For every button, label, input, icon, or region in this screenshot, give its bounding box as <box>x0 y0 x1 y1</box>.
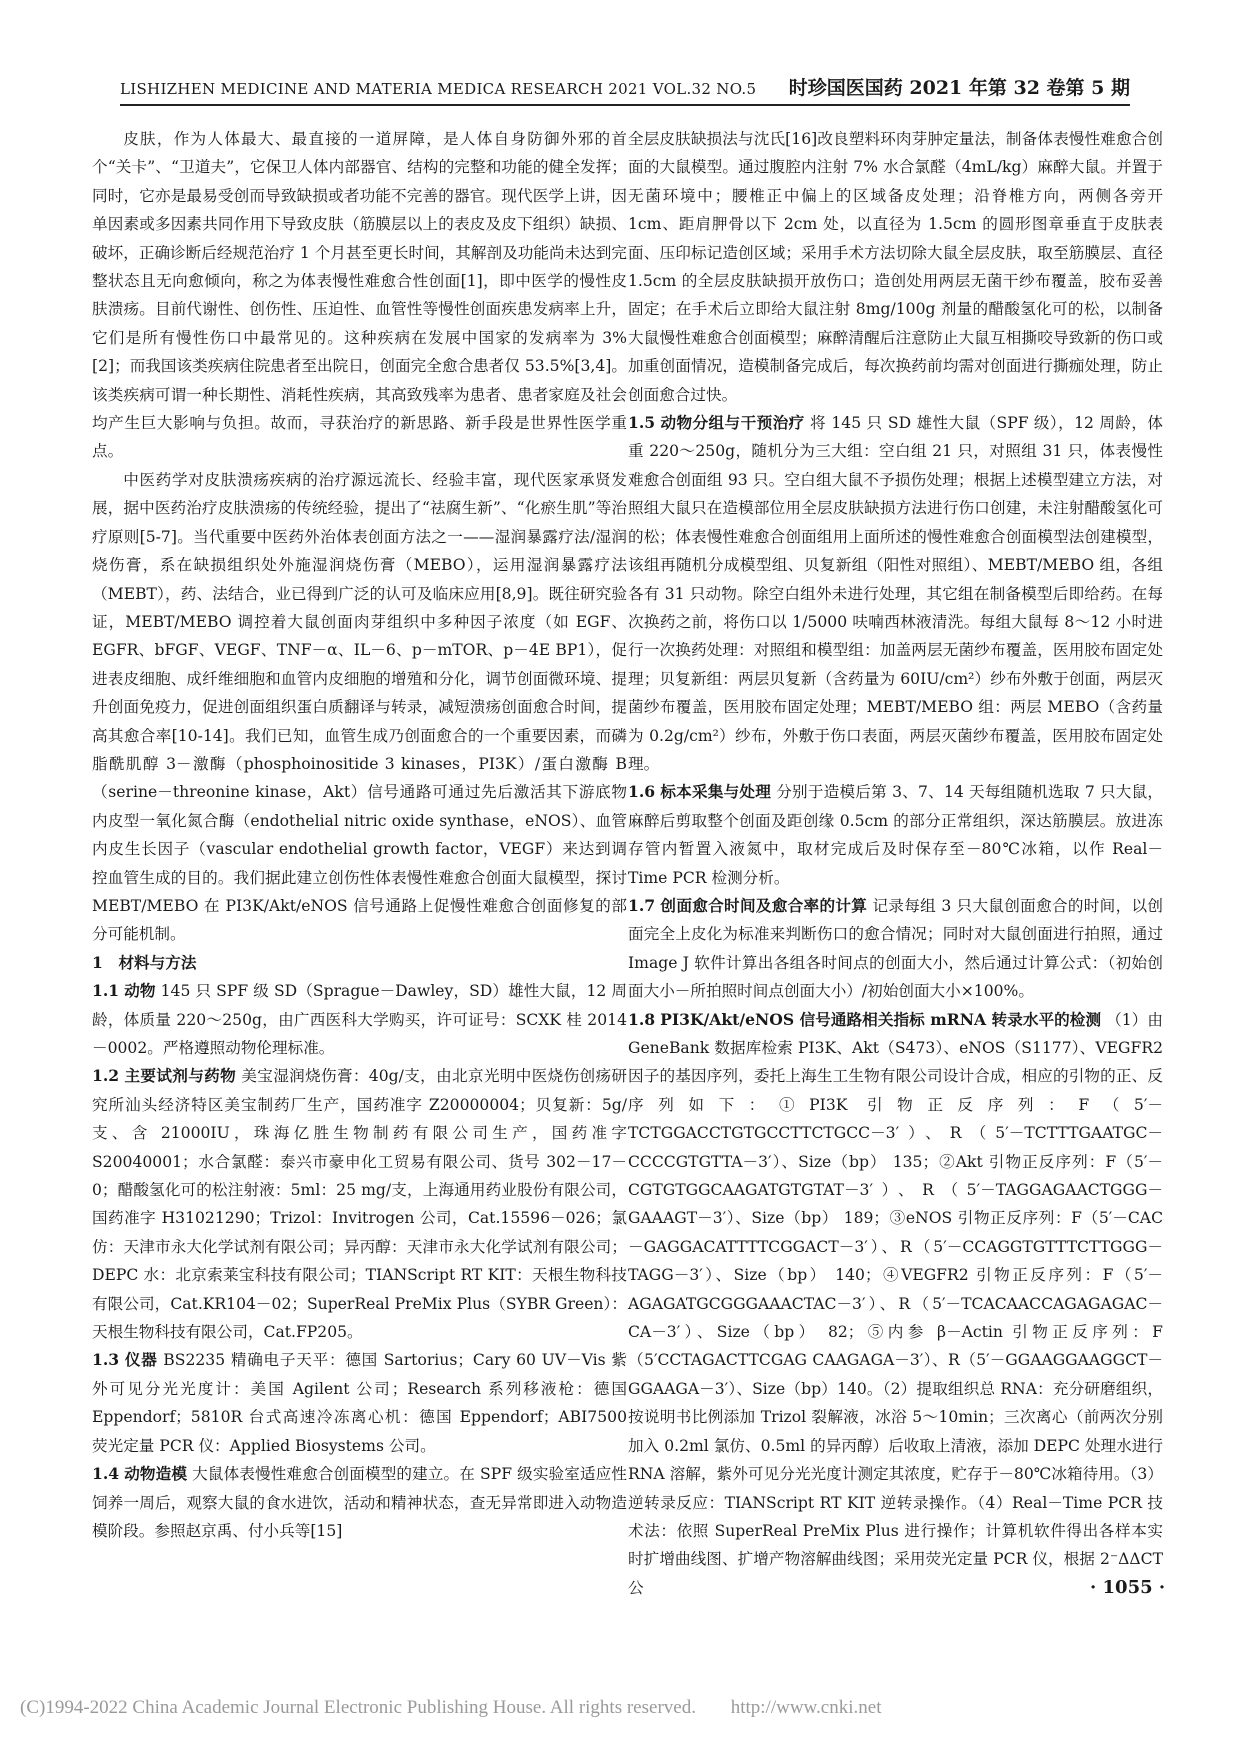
left-column <box>92 125 627 1575</box>
subsection-text: （1）由 GeneBank 数据库检索 PI3K、Akt（S473）、eNOS（S1177）、VEGFR2 因子的基因序列，委托上海生工生物有限公司设计合成，相应的引物的正、反序列如下：①PI3K 引物正反序列：F（5′－TCTGGACCTGTGCCTTCTGCC－3′）、R（5′－TCTTTGAATGC－CCCCGTGTTA－3′）、Size（bp） 135；②Akt 引物正反序列：F（5′－CGTGTGGCAAGATGTGTAT－3′）、R（5′－TAGGAGAACTGGG－GAAAGT－3′）、Size（bp） 189；③eNOS 引物正反序列：F（5′－CAC－GAGGACATTTTCGGACT－3′）、R（5′－CCAGGTGTTTCTTGGG－TAGG－3′）、Size（bp） 140；④VEGFR2 引物正反序列：F（5′－AGAGATGCGGGAAACTAC－3′）、R（5′－TCACAACCAGAGAGAC－CA－3′）、Size（bp） 82；⑤内参 β－Actin 引物正反序列：F（5′CCTAGACTTCGAG CAAGAGA－3′）、R（5′－GGAAGGAAGGCT－GGAAGA－3′）、Size（bp）140。（2）提取组织总 RNA：充分研磨组织，按说明书比例添加 Trizol 裂解液，冰浴 5～10min；三次离心（前两次分别加入 0.2ml 氯仿、0.5ml 的异丙醇）后收取上清液，添加 DEPC 处理水进行 RNA 溶解，紫外可见分光光度计测定其浓度，贮存于－80℃冰箱待用。（3）逆转录反应：TIANScript RT KIT 逆转录操作。（4）Real－Time PCR 技术法：依照 SuperReal PreMix Plus 进行操作；计算机软件得出各样本实时扩增曲线图、扩增产物溶解曲线图；采用荧光定量 PCR 仪，根据 2⁻ΔΔCT 公 <box>628 1010 1163 1597</box>
subsection-1-7 <box>628 892 1163 1006</box>
subsection-text: 大鼠体表慢性难愈合创面模型的建立。在 SPF 级实验室适应性饲养一周后，观察大鼠的食水进饮，活动和精神状态，查无异常即进入动物造模阶段。参照赵京禹、付小兵等[15] <box>92 1465 627 1540</box>
subsection-title: 创面愈合时间及愈合率的计算 <box>660 895 868 915</box>
copyright-footer <box>20 1697 881 1719</box>
subsection-title: PI3K/Akt/eNOS 信号通路相关指标 mRNA 转录水平的检测 <box>660 1009 1102 1029</box>
subsection-title: 动物 <box>124 981 156 1001</box>
subsection-1-3 <box>92 1346 627 1460</box>
subsection-text: 美宝湿润烧伤膏：40g/支，由北京光明中医烧伤创疡研究所汕头经济特区美宝制药厂生产，国药准字 Z20000004；贝复新：5g/支、含 21000IU，珠海亿胜生物制药有限公司生产，国药准字 S20040001；水合氯醛：泰兴市豪申化工贸易有限公司、货号 302－17－0；醋酸氢化可的松注射液：5ml：25 mg/支，上海通用药业股份有限公司，国药准字 H31021290；Trizol：Invitrogen 公司，Cat.15596－026；氯仿：天津市永大化学试剂有限公司；异丙醇：天津市永大化学试剂有限公司；DEPC 水：北京索莱宝科技有限公司；TIANScript RT KIT：天根生物科技有限公司，Cat.KR104－02；SuperReal PreMix Plus（SYBR Green）：天根生物科技有限公司，Cat.FP205。 <box>92 1067 627 1342</box>
intro-paragraph-2: 中医药学对皮肤溃疡疾病的治疗源远流长、经验丰富，现代医家承贤发展，据中医药治疗皮肤溃疡的传统经验，提出了“祛腐生新”、“化瘀生肌”等治疗原则[5-7]。当代重要中医药外治体表创面方法之一——湿润暴露疗法/湿润烧伤膏，系在缺损组织处外施湿润烧伤膏（MEBO），运用湿润暴露疗法（MEBT），药、法结合，业已得到广泛的认可及临床应用[8,9]。既往研究验证，MEBT/MEBO 调控着大鼠创面肉芽组织中多种因子浓度（如 EGF、EGFR、bFGF、VEGF、TNF－α、IL－6、p－mTOR、p－4E BP1），促进表皮细胞、成纤维细胞和血管内皮细胞的增殖和分化，调节创面微环境、提升创面免疫力，促进创面组织蛋白质翻译与转录，减短溃疡创面愈合时间，提高其愈合率[10-14]。我们已知，血管生成乃创面愈合的一个重要因素，而磷脂酰肌醇 3－激酶（phosphoinositide 3 kinases，PI3K）/蛋白激酶 B（serine－threonine kinase，Akt）信号通路可通过先后激活其下游底物内皮型一氧化氮合酶（endothelial nitric oxide synthase，eNOS）、血管内皮生长因子（vascular endothelial growth factor，VEGF）来达到调控血管生成的目的。我们据此建立创伤性体表慢性难愈合创面大鼠模型，探讨 MEBT/MEBO 在 PI3K/Akt/eNOS 信号通路上促慢性难愈合创面修复的部分可能机制。 <box>92 470 627 944</box>
subsection-number: 1.1 <box>92 981 120 1001</box>
subsection-title: 标本采集与处理 <box>660 782 772 802</box>
section-heading: 1 材料与方法 <box>92 952 197 972</box>
footer-url[interactable]: http://www.cnki.net <box>730 1697 882 1718</box>
subsection-1-1 <box>92 977 627 1062</box>
page-number: · 1055 · <box>1090 1577 1166 1598</box>
subsection-1-6 <box>628 778 1163 892</box>
subsection-text: BS2235 精确电子天平：德国 Sartorius；Cary 60 UV－Vis 紫外可见分光光度计：美国 Agilent 公司；Research 系列移液枪：德国 Eppendorf；5810R 台式高速冷冻离心机：德国 Eppendorf；ABI7500 荧光定量 PCR 仪：Applied Biosystems 公司。 <box>92 1351 627 1455</box>
subsection-number: 1.2 <box>92 1066 120 1086</box>
running-header <box>120 68 1130 106</box>
continued-paragraph: 全层皮肤缺损法与沈氏[16]改良塑料环肉芽肿定量法，制备体表慢性难愈合创面的大鼠模型。通过腹腔内注射 7% 水合氯醛（4mL/kg）麻醉大鼠。并置于无菌环境中；腰椎正中偏上的区域备皮处理；沿脊椎方向，两侧各旁开 1cm、距肩胛骨以下 2cm 处，以直径为 1.5cm 的圆形图章垂直于皮肤表面、压印标记造创区域；采用手术方法切除大鼠全层皮肤，取至筋膜层、直径 1.5cm 的全层皮肤缺损开放伤口；造创处用两层无菌干纱布覆盖，胶布妥善固定；在手术后立即给大鼠注射 8mg/100g 剂量的醋酸氢化可的松，以制备大鼠慢性难愈合创面模型；麻醉清醒后注意防止大鼠互相撕咬导致新的伤口或加重创面情况，造模制备完成后，每次换药前均需对创面进行撕痂处理，防止创面愈合过快。 <box>628 130 1163 404</box>
subsection-number: 1.4 <box>92 1464 120 1484</box>
subsection-number: 1.7 <box>628 895 656 915</box>
journal-title-chinese: 时珍国医国药 2021 年第 32 卷第 5 期 <box>788 77 1130 99</box>
subsection-title: 动物造模 <box>124 1464 188 1484</box>
subsection-1-8 <box>628 1006 1166 1603</box>
journal-title-english: LISHIZHEN MEDICINE AND MATERIA MEDICA RESEARCH 2021 VOL.32 NO.5 <box>120 80 757 98</box>
subsection-text: 分别于造模后第 3、7、14 天每组随机选取 7 只大鼠，麻醉后剪取整个创面及距创缘 0.5cm 的部分正常组织，深达筋膜层。放进冻存管内暂置入液氮中，取材完成后及时保存至－80℃冰箱，以作 Real－Time PCR 检测分析。 <box>628 783 1163 887</box>
subsection-1-4 <box>92 1460 627 1545</box>
copyright-text: (C)1994-2022 China Academic Journal Electronic Publishing House. All rights reserved. <box>20 1697 696 1718</box>
subsection-number: 1.8 <box>628 1009 656 1029</box>
subsection-number: 1.3 <box>92 1350 120 1370</box>
subsection-title: 仪器 <box>124 1350 158 1370</box>
subsection-1-2 <box>92 1062 627 1346</box>
subsection-1-5 <box>628 409 1163 778</box>
subsection-number: 1.5 <box>628 413 656 433</box>
subsection-text: 将 145 只 SD 雄性大鼠（SPF 级），12 周龄，体重 220～250g，随机分为三大组：空白组 21 只，对照组 31 只，体表慢性难愈合创面组 93 只。空白组大鼠不予损伤处理；根据上述模型建立方法，对照组大鼠只在造模部位用全层皮肤缺损方法进行伤口创建，未注射醋酸氢化可的松；体表慢性难愈合创面组用上面所述的慢性难愈合创面模型法创建模型，该组再随机分成模型组、贝复新组（阳性对照组）、MEBT/MEBO 组，各组各有 31 只动物。除空白组外未进行处理，其它组在制备模型后即给药。在每次换药之前，将伤口以 1/5000 呋喃西林液清洗。每组大鼠每 8～12 小时进行一次换药处理：对照组和模型组：加盖两层无菌纱布覆盖，医用胶布固定处理；贝复新组：两层贝复新（含药量为 60IU/cm²）纱布外敷于创面，两层灭菌纱布覆盖，医用胶布固定处理；MEBT/MEBO 组：两层 MEBO（含药量为 0.2g/cm²）纱布，外敷于伤口表面，两层灭菌纱布覆盖，医用胶布固定处理。 <box>628 414 1163 773</box>
subsection-title: 主要试剂与药物 <box>124 1066 237 1086</box>
subsection-text: 记录每组 3 只大鼠创面愈合的时间，以创面完全上皮化为标准来判断伤口的愈合情况；同时对大鼠创面进行拍照，通过 Image J 软件计算出各组各时间点的创面大小，然后通过计算公式：（初始创面大小－所拍照时间点创面大小）/初始创面大小×100%。 <box>628 896 1163 1001</box>
subsection-title: 动物分组与干预治疗 <box>660 413 805 433</box>
intro-paragraph-1: 皮肤，作为人体最大、最直接的一道屏障，是人体自身防御外邪的首个“关卡”、“卫道夫”，它保卫人体内部器官、结构的完整和功能的健全发挥；同时，它亦是最易受创而导致缺损或者功能不完善的器官。现代医学上讲，因单因素或多因素共同作用下导致皮肤（筋膜层以上的表皮及皮下组织）缺损、破坏，正确诊断后经规范治疗 1 个月甚至更长时间，其解剖及功能尚未达到完整状态且无向愈倾向，称之为体表慢性难愈合性创面[1]，即中医学的慢性皮肤溃疡。目前代谢性、创伤性、压迫性、血管性等慢性创面疾患发病率上升，它们是所有慢性伤口中最常见的。这种疾病在发展中国家的发病率为 3%[2]；而我国该类疾病住院患者至出院日，创面完全愈合患者仅 53.5%[3,4]。该类疾病可谓一种长期性、消耗性疾病，其高致残率为患者、患者家庭及社会均产生巨大影响与负担。故而，寻获治疗的新思路、新手段是世界性医学重点。 <box>92 130 627 461</box>
subsection-text: 145 只 SPF 级 SD（Sprague－Dawley，SD）雄性大鼠，12 周龄，体质量 220～250g，由广西医科大学购买，许可证号：SCXK 桂 2014－0002。严格遵照动物伦理标准。 <box>92 982 627 1057</box>
subsection-number: 1.6 <box>628 782 656 802</box>
